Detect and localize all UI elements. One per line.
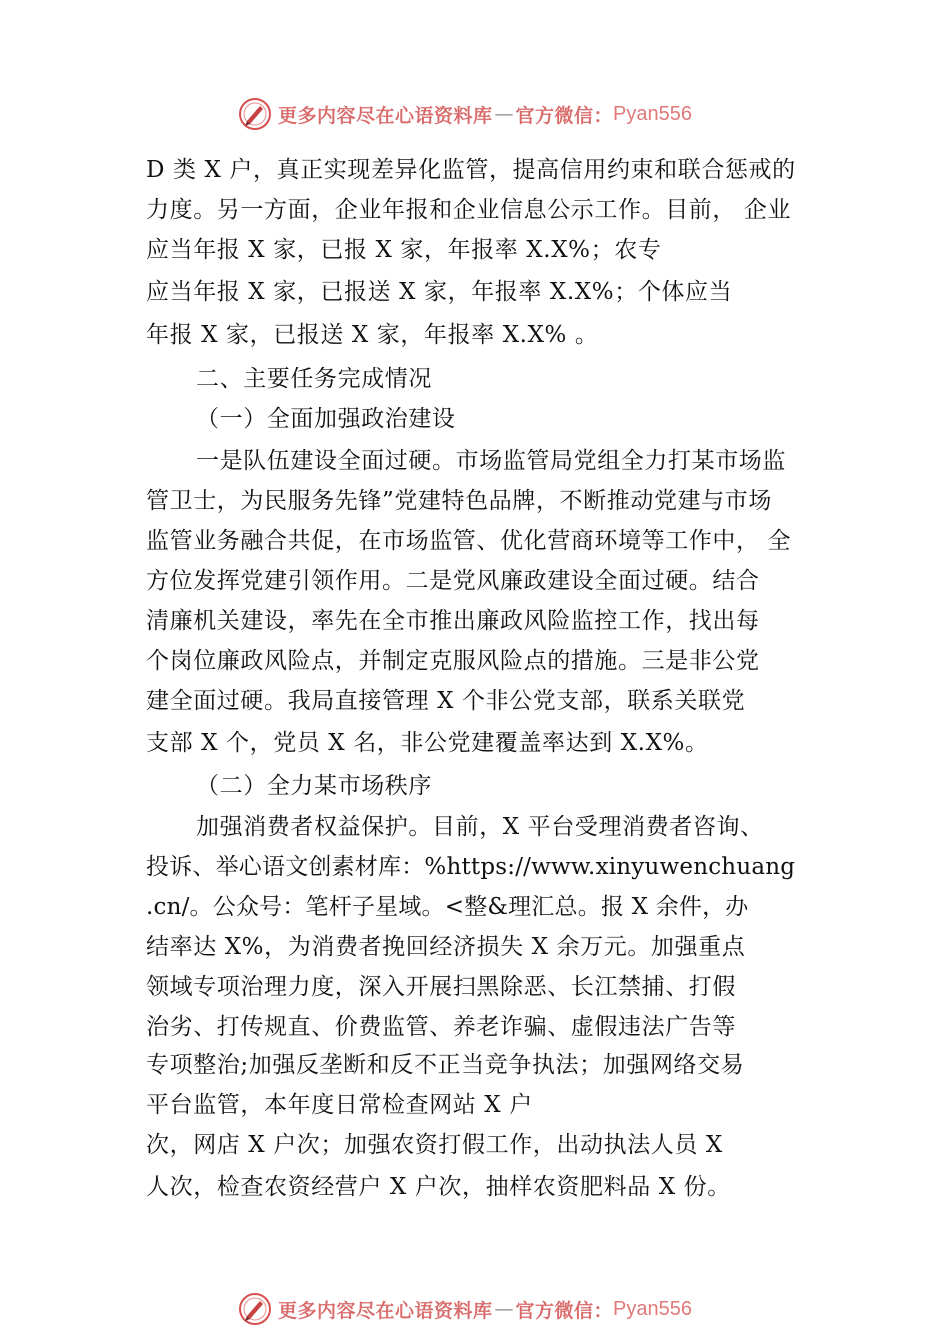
body-line: .cn/。公众号：笔杆子星域。<整&理汇总。报 X 余件，办	[146, 894, 749, 920]
subsection-heading: （一）全面加强政治建设	[196, 406, 456, 432]
body-line: 结率达 X%，为消费者挽回经济损失 X 余万元。加强重点	[146, 934, 746, 960]
banner-wechat-id: Pyan556	[613, 102, 692, 125]
body-line: D 类 X 户，真正实现差异化监管，提高信用约束和联合惩戒的	[146, 157, 796, 183]
watermark-banner-bottom	[238, 1291, 692, 1327]
body-line: 人次，检查农资经营户 X 户次，抽样农资肥料品 X 份。	[146, 1174, 731, 1200]
body-line: 治劣、打传规直、价费监管、养老诈骗、虚假违法广告等	[146, 1014, 736, 1040]
pen-logo-icon	[238, 97, 272, 131]
body-line: 投诉、举心语文创素材库：%https://www.xinyuwenchuang	[146, 854, 796, 880]
section-heading: 二、主要任务完成情况	[196, 366, 432, 392]
banner-separator: —	[494, 1298, 514, 1320]
body-line: 建全面过硬。我局直接管理 X 个非公党支部，联系关联党	[146, 688, 746, 714]
banner-wechat-id: Pyan556	[613, 1297, 692, 1320]
banner-wechat-label: 官方微信：	[515, 104, 614, 127]
body-line: 方位发挥党建引领作用。二是党风廉政建设全面过硬。结合	[146, 568, 760, 594]
body-line: 次，网店 X 户次；加强农资打假工作，出动执法人员 X	[146, 1132, 723, 1158]
body-line: 支部 X 个，党员 X 名，非公党建覆盖率达到 X.X%。	[146, 730, 709, 756]
body-line: 应当年报 X 家，已报送 X 家，年报率 X.X%；个体应当	[146, 279, 733, 305]
body-line: 管卫士，为民服务先锋”党建特色品牌，不断推动党建与市场	[146, 488, 772, 514]
body-line: 平台监管，本年度日常检查网站 X 户	[146, 1092, 533, 1118]
body-line: 应当年报 X 家，已报 X 家，年报率 X.X%；农专	[146, 237, 662, 263]
banner-wechat-label: 官方微信：	[515, 1299, 614, 1322]
body-line: 一是队伍建设全面过硬。市场监管局党组全力打某市场监	[196, 448, 786, 474]
pen-logo-icon	[238, 1292, 272, 1326]
body-line: 专项整治;加强反垄断和反不正当竞争执法；加强网络交易	[146, 1052, 745, 1078]
watermark-banner-top	[238, 96, 692, 132]
subsection-heading: （二）全力某市场秩序	[196, 773, 432, 799]
body-line: 年报 X 家，已报送 X 家，年报率 X.X% 。	[146, 322, 599, 348]
banner-title: 更多内容尽在心语资料库	[278, 1299, 493, 1322]
body-line: 力度。另一方面，企业年报和企业信息公示工作。目前， 企业	[146, 197, 792, 223]
banner-title: 更多内容尽在心语资料库	[278, 104, 493, 127]
body-line: 加强消费者权益保护。目前，X 平台受理消费者咨询、	[196, 814, 764, 840]
body-line: 领域专项治理力度，深入开展扫黑除恶、长江禁捕、打假	[146, 974, 736, 1000]
body-line: 监管业务融合共促，在市场监管、优化营商环境等工作中， 全	[146, 528, 792, 554]
body-line: 清廉机关建设，率先在全市推出廉政风险监控工作，找出每	[146, 608, 760, 634]
body-line: 个岗位廉政风险点，并制定克服风险点的措施。三是非公党	[146, 648, 760, 674]
banner-separator: —	[494, 103, 514, 125]
